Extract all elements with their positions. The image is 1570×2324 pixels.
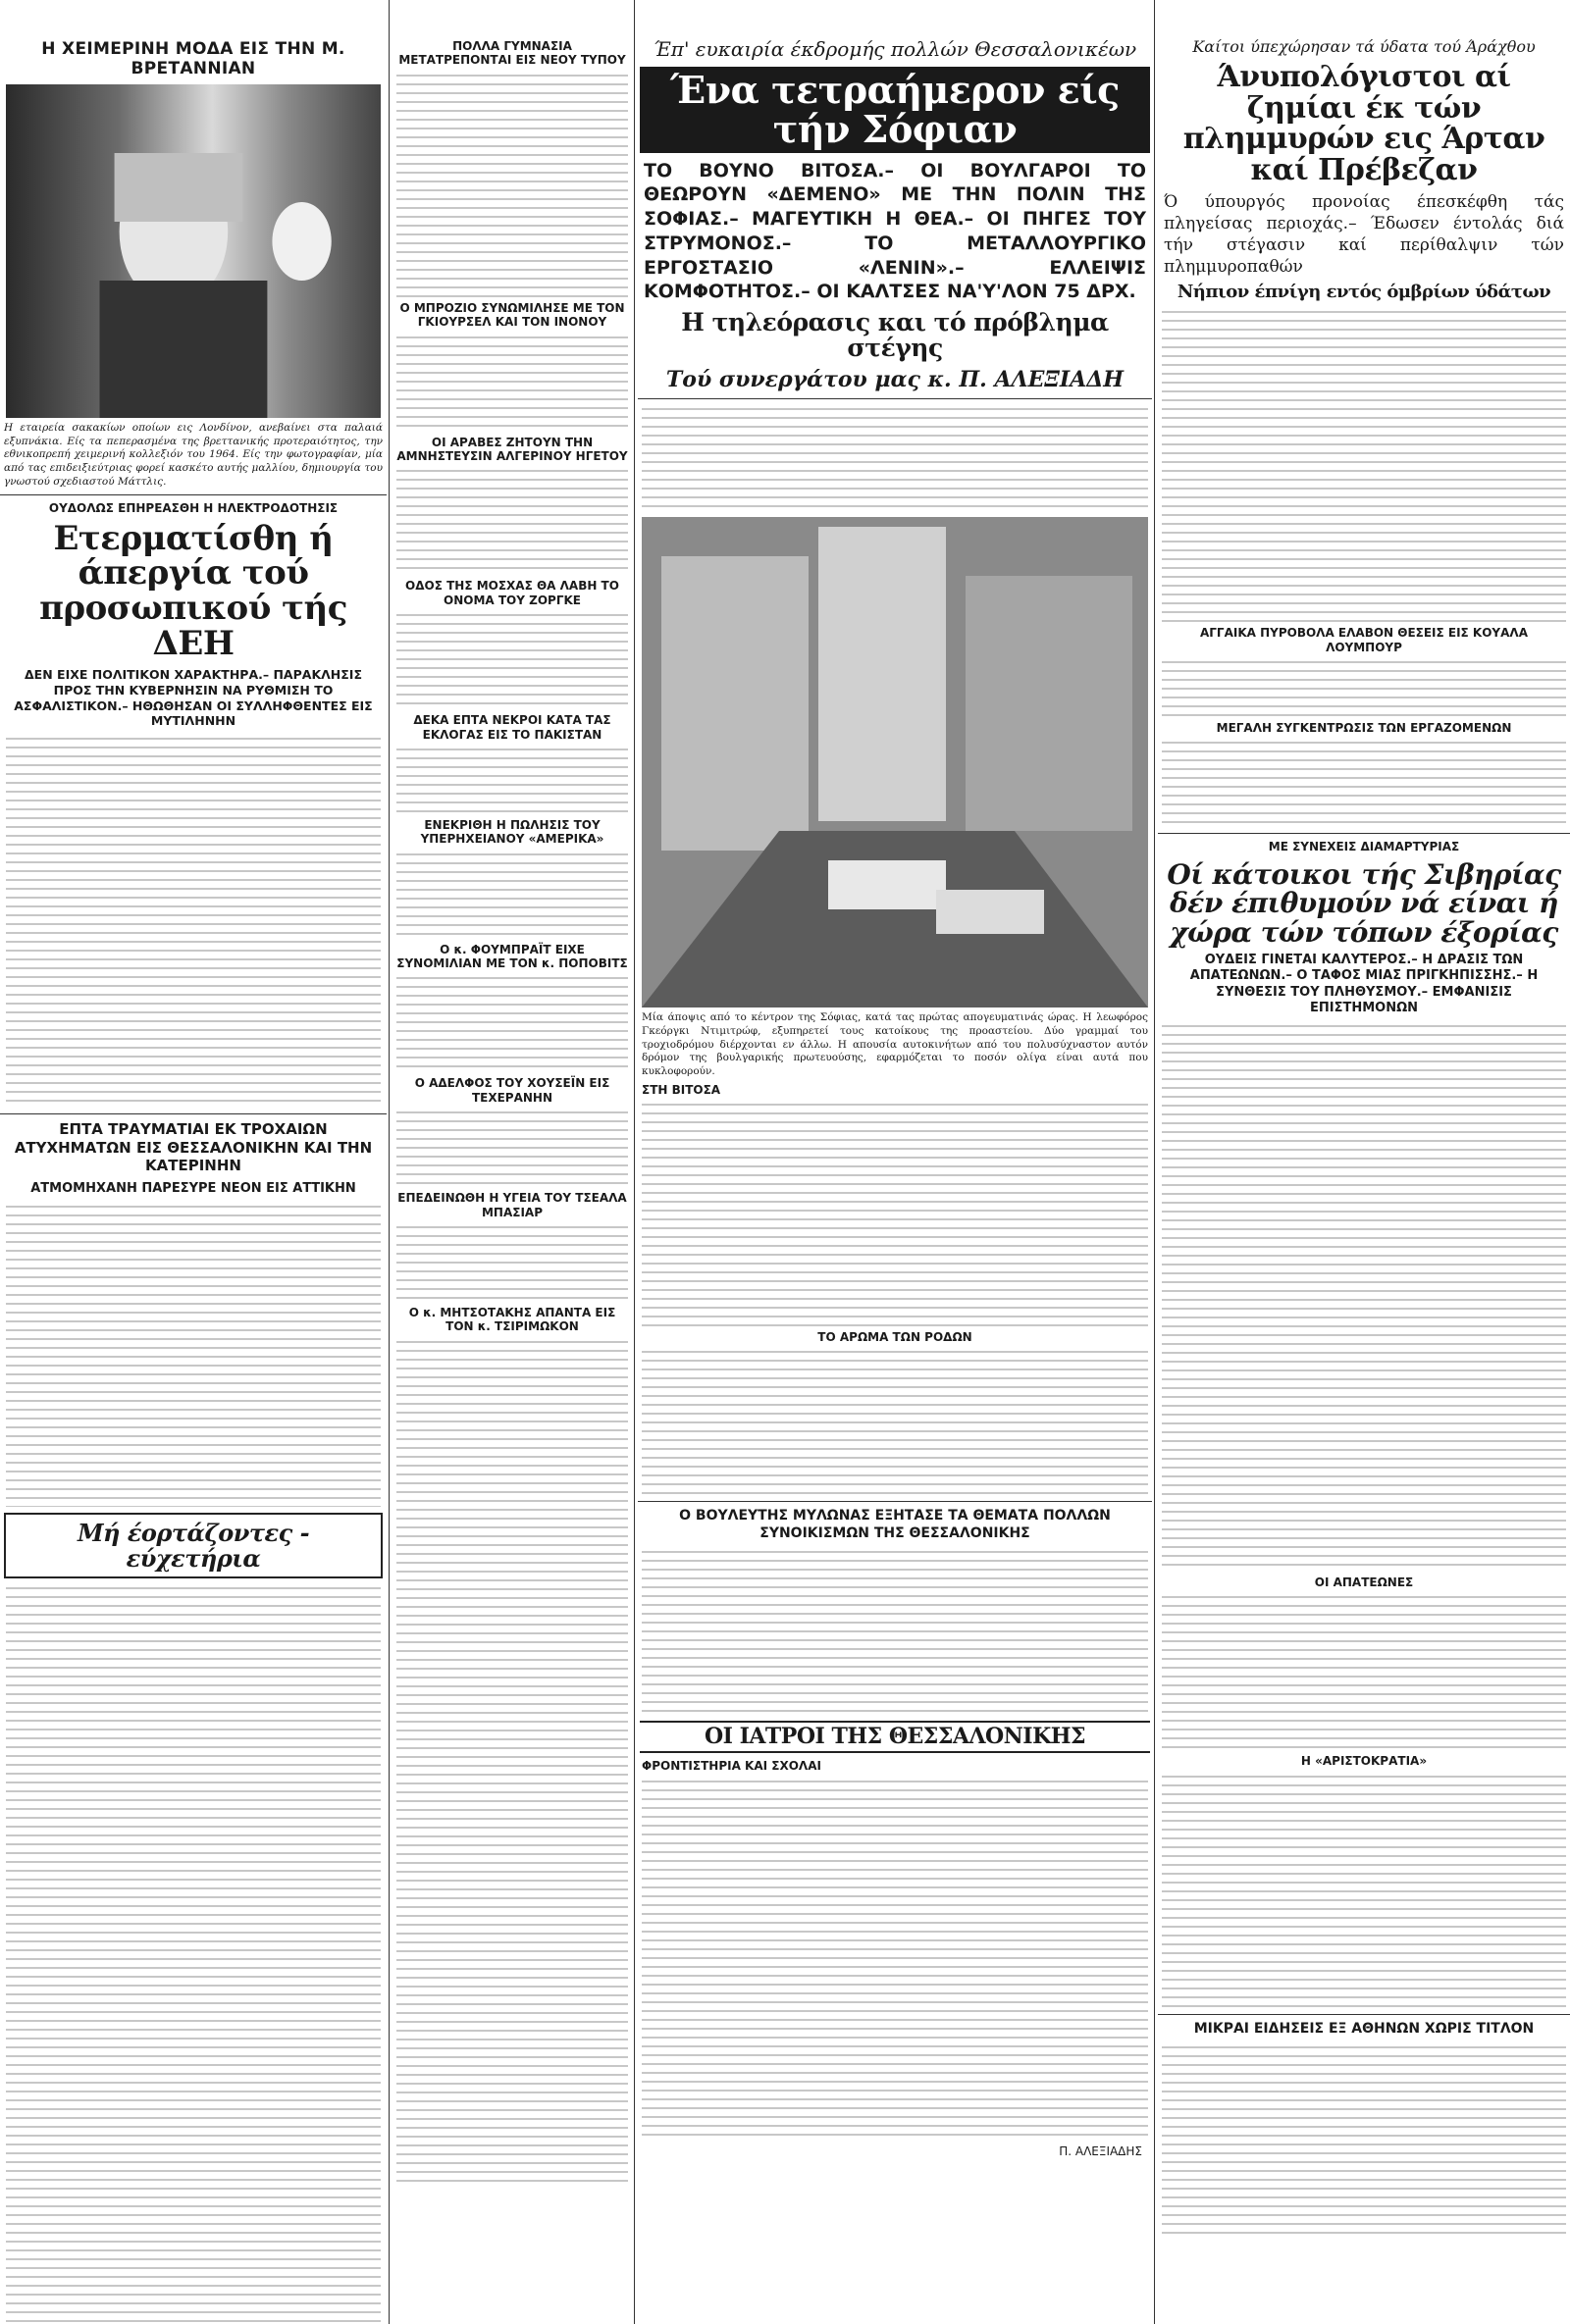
sofia-intro-text bbox=[642, 405, 1148, 513]
siberia-section-apateones: ΟΙ ΑΠΑΤΕΩΝΕΣ bbox=[1314, 1575, 1414, 1589]
greetings-body-text bbox=[6, 1584, 381, 2324]
sofia-street-photo bbox=[642, 517, 1148, 1007]
siberia-deck: ΟΥΔΕΙΣ ΓΙΝΕΤΑΙ ΚΑΛΥΤΕΡΟΣ.– Η ΔΡΑΣΙΣ ΤΩΝ ΑΠΑΤΕΩΝΩΝ.– Ο ΤΑΦΟΣ ΜΙΑΣ ΠΡΙΓΚΗΠΙΣΣΗΣ.– Η ΣΥΝΘΕΣΙΣ ΤΟΥ ΠΛΗΘΥΣΜΟΥ.– ΕΜΦΑΝΙΣΙΣ ΕΠΙΣΤΗΜΟΝΩΝ bbox=[1189, 953, 1539, 1015]
floods-kicker: Καίτοι ύπεχώρησαν τά ύδατα τού Άράχθου bbox=[1192, 37, 1536, 56]
sofia-body-text bbox=[642, 1101, 1148, 1326]
fashion-caption: Η εταιρεία σακακίων οποίων εις Λονδίνον, ανεβαίνει στα παλαιά εξυπνάκια. Είς τα πεπερασμένα της βρεττανικής προτεραιότητος, την εθνικοπρεπή χειμερινή κολλεξιόν του 1964. Είς την φωτογραφίαν, μία από τας επιδειξιεύτριας φορεί κασκέτο αυτής μαλλίου, δημιουργία του γνωστού σχεδιαστού Μάττλις. bbox=[4, 422, 383, 488]
brief-body bbox=[396, 974, 628, 1072]
divider bbox=[1158, 2014, 1570, 2015]
brief-headline-health: ΕΠΕΔΕΙΝΩΘΗ Η ΥΓΕΙΑ ΤΟΥ ΤΣΕΑΛΑ ΜΠΑΣΙΑΡ bbox=[397, 1191, 627, 1219]
fashion-model-image bbox=[6, 84, 381, 418]
doctors-headline: ΟΙ ΙΑΤΡΟΙ ΤΗΣ ΘΕΣΣΑΛΟΝΙΚΗΣ bbox=[640, 1721, 1150, 1753]
fashion-headline: Η ΧΕΙΜΕΡΙΝΗ ΜΟΔΑ ΕΙΣ ΤΗΝ Μ. ΒΡΕΤΑΝΝΙΑΝ bbox=[41, 39, 345, 78]
mylonas-body-text bbox=[642, 1548, 1148, 1715]
strike-kicker: ΟΥΔΟΛΩΣ ΕΠΗΡΕΑΣΘΗ Η ΗΛΕΚΤΡΟΔΟΤΗΣΙΣ bbox=[48, 501, 339, 516]
brief-body bbox=[396, 1223, 628, 1302]
article-signature: Π. ΑΛΕΞΙΑΔΗΣ bbox=[1059, 2143, 1142, 2158]
greetings-box bbox=[4, 1513, 383, 1577]
brief-body bbox=[396, 467, 628, 575]
accidents-body-text bbox=[6, 1203, 381, 1507]
fashion-photo bbox=[6, 84, 381, 418]
brief-headline-hussein: Ο ΑΔΕΛΦΟΣ ΤΟΥ ΧΟΥΣΕΪΝ ΕΙΣ ΤΕΧΕΡΑΝΗΝ bbox=[414, 1076, 610, 1105]
floods-deck: Ό ύπουργός προνοίας έπεσκέφθη τάς πληγείσας περιοχάς.– Έδωσεν έντολάς διά τήν στέγασιν καί περίθαλψιν τών πλημμυροπαθών bbox=[1164, 192, 1564, 278]
siberia-body-text bbox=[1162, 1773, 1566, 2008]
divider bbox=[0, 494, 387, 495]
brief-body bbox=[396, 851, 628, 939]
column-left bbox=[0, 0, 387, 2324]
accidents-subheadline: ΑΤΜΟΜΗΧΑΝΗ ΠΑΡΕΣΥΡΕ ΝΕΟΝ ΕΙΣ ΑΤΤΙΚΗΝ bbox=[30, 1181, 356, 1197]
tutoring-headline: ΦΡΟΝΤΙΣΤΗΡΙΑ ΚΑΙ ΣΧΟΛΑΙ bbox=[642, 1759, 821, 1774]
floods-subdeck: Νήπιον έπνίγη εντός όμβρίων ύδάτων bbox=[1177, 282, 1551, 303]
column-center bbox=[638, 0, 1152, 2324]
siberia-body-text bbox=[1162, 1022, 1566, 1572]
kuala-lumpur-headline: ΑΓΓΑΙΚΑ ΠΥΡΟΒΟΛΑ ΕΛΑΒΟΝ ΘΕΣΕΙΣ ΕΙΣ ΚΟΥΑΛΑ ΛΟΥΜΠΟΥΡ bbox=[1200, 626, 1528, 654]
brief-headline-brosio: Ο ΜΠΡΟΖΙΟ ΣΥΝΩΜΙΛΗΣΕ ΜΕ ΤΟΝ ΓΚΙΟΥΡΣΕΛ ΚΑΙ ΤΟΝ ΙΝΟΝΟΥ bbox=[399, 300, 625, 330]
sofia-headline: Ένα τετραήμερον είς τήν Σόφιαν bbox=[640, 67, 1150, 153]
brief-body bbox=[396, 334, 628, 432]
greetings-headline: Μή έορτάζοντες - εύχετήρια bbox=[77, 1519, 310, 1573]
workers-rally-headline: ΜΕΓΑΛΗ ΣΥΓΚΕΝΤΡΩΣΙΣ ΤΩΝ ΕΡΓΑΖΟΜΕΝΩΝ bbox=[1216, 721, 1512, 736]
column-briefs bbox=[392, 0, 632, 2324]
brief-headline-fulbright: Ο κ. ΦΟΥΜΠΡΑΪΤ ΕΙΧΕ ΣΥΝΟΜΙΛΙΑΝ ΜΕ ΤΟΝ κ. ΠΟΠΟΒΙΤΣ bbox=[396, 942, 628, 971]
column-rule bbox=[1154, 0, 1155, 2324]
column-rule bbox=[634, 0, 635, 2324]
siberia-body-text bbox=[1162, 1593, 1566, 1750]
sofia-section-vitosa: ΣΤΗ ΒΙΤΟΣΑ bbox=[642, 1082, 721, 1097]
siberia-headline: Οί κάτοικοι τής Σιβηρίας δέν έπιθυμούν νά είναι ή χώρα τών τόπων έξορίας bbox=[1167, 857, 1561, 949]
siberia-section-aristocratia: Η «ΑΡΙΣΤΟΚΡΑΤΙΑ» bbox=[1300, 1754, 1428, 1769]
brief-headline-moscow: ΟΔΟΣ ΤΗΣ ΜΟΣΧΑΣ ΘΑ ΛΑΒΗ ΤΟ ΟΝΟΜΑ ΤΟΥ ΖΟΡΓΚΕ bbox=[405, 579, 619, 607]
sofia-subheadline: Η τηλεόρασις και τό πρόβλημα στέγης bbox=[681, 307, 1109, 363]
brief-headline-america: ΕΝΕΚΡΙΘΗ Η ΠΩΛΗΣΙΣ ΤΟΥ ΥΠΕΡΗΧΕΙΑΝΟΥ «ΑΜΕΡΙΚΑ» bbox=[420, 817, 604, 847]
kuala-lumpur-body bbox=[1162, 658, 1566, 717]
athens-briefs-body bbox=[1162, 2043, 1566, 2240]
workers-rally-body bbox=[1162, 739, 1566, 827]
brief-headline-gymnasia: ΠΟΛΛΑ ΓΥΜΝΑΣΙΑ ΜΕΤΑΤΡΕΠΟΝΤΑΙ ΕΙΣ ΝΕΟΥ ΤΥΠΟΥ bbox=[398, 39, 626, 68]
sofia-body-text bbox=[642, 1348, 1148, 1495]
divider bbox=[638, 1501, 1152, 1502]
brief-body bbox=[396, 1338, 628, 2182]
strike-headline: Ετερματίσθη ή άπεργία τού προσωπικού τής ΔΕΗ bbox=[39, 518, 347, 663]
divider bbox=[0, 1113, 387, 1114]
column-rule bbox=[389, 0, 390, 2324]
floods-headline: Άνυπολόγιστοι αί ζημίαι έκ τών πλημμυρών εις Άρταν καί Πρέβεζαν bbox=[1182, 60, 1545, 187]
brief-headline-pakistan: ΔΕΚΑ ΕΠΤΑ ΝΕΚΡΟΙ ΚΑΤΑ ΤΑΣ ΕΚΛΟΓΑΣ ΕΙΣ ΤΟ ΠΑΚΙΣΤΑΝ bbox=[413, 713, 611, 742]
doctors-listings bbox=[642, 1778, 1148, 2141]
sofia-byline: Τού συνεργάτου μας κ. Π. ΑΛΕΞΙΑΔΗ bbox=[665, 367, 1125, 393]
mylonas-headline: Ο ΒΟΥΛΕΥΤΗΣ ΜΥΛΩΝΑΣ ΕΞΗΤΑΣΕ ΤΑ ΘΕΜΑΤΑ ΠΟΛΛΩΝ ΣΥΝΟΙΚΙΣΜΩΝ ΤΗΣ ΘΕΣΣΑΛΟΝΙΚΗΣ bbox=[679, 1508, 1111, 1541]
strike-deck: ΔΕΝ ΕΙΧΕ ΠΟΛΙΤΙΚΟΝ ΧΑΡΑΚΤΗΡΑ.– ΠΑΡΑΚΛΗΣΙΣ ΠΡΟΣ ΤΗΝ ΚΥΒΕΡΝΗΣΙΝ ΝΑ ΡΥΘΜΙΣΗ ΤΟ ΑΣΦΑΛΙΣΤΙΚΟΝ.– ΗΘΩΘΗΣΑΝ ΟΙ ΣΥΛΛΗΦΘΕΝΤΕΣ ΕΙΣ ΜΥΤΙΛΗΝΗΝ bbox=[14, 667, 373, 729]
brief-body bbox=[396, 746, 628, 814]
siberia-kicker: ΜΕ ΣΥΝΕΧΕΙΣ ΔΙΑΜΑΡΤΥΡΙΑΣ bbox=[1268, 840, 1460, 854]
divider bbox=[638, 398, 1152, 399]
sofia-photo-caption: Μία άποψις από το κέντρον της Σόφιας, κατά τας πρώτας απογευματινάς ώρας. Η λεωφόρος Γκεόργκι Ντιμιτρώφ, εξυπηρετεί τους κατοίκους της προαστείου. Δύο γραμμαί του τροχιοδρόμου διέρχονται εν άλλω. Η απουσία αυτοκινήτων από του πολυσύχναστον αυτόν δρόμον της βουλγαρικής πρωτευούσης, εφαρμόζεται το ποσόν ολίγα είναι αυτά που κυκλοφορούν. bbox=[642, 1011, 1148, 1077]
strike-body-text bbox=[6, 735, 381, 1108]
accidents-headline: ΕΠΤΑ ΤΡΑΥΜΑΤΙΑΙ ΕΚ ΤΡΟΧΑΙΩΝ ΑΤΥΧΗΜΑΤΩΝ ΕΙΣ ΘΕΣΣΑΛΟΝΙΚΗΝ ΚΑΙ ΤΗΝ ΚΑΤΕΡΙΝΗΝ bbox=[14, 1119, 373, 1175]
sofia-section-roses: ΤΟ ΑΡΩΜΑ ΤΩΝ ΡΟΔΩΝ bbox=[817, 1330, 972, 1344]
brief-body bbox=[396, 72, 628, 297]
brief-body bbox=[396, 611, 628, 709]
column-right bbox=[1158, 0, 1570, 2324]
divider bbox=[1158, 833, 1570, 834]
brief-headline-arabs: ΟΙ ΑΡΑΒΕΣ ΖΗΤΟΥΝ ΤΗΝ ΑΜΝΗΣΤΕΥΣΙΝ ΑΛΓΕΡΙΝΟΥ ΗΓΕΤΟΥ bbox=[396, 435, 628, 463]
floods-body-text bbox=[1162, 308, 1566, 622]
brief-headline-mitsotakis: Ο κ. ΜΗΤΣΟΤΑΚΗΣ ΑΠΑΝΤΑ ΕΙΣ ΤΟΝ κ. ΤΣΙΡΙΜΩΚΟΝ bbox=[408, 1306, 616, 1334]
sofia-deck: ΤΟ ΒΟΥΝΟ ΒΙΤΟΣΑ.– ΟΙ ΒΟΥΛΓΑΡΟΙ ΤΟ ΘΕΩΡΟΥΝ «ΔΕΜΕΝΟ» ΜΕ ΤΗΝ ΠΟΛΙΝ ΤΗΣ ΣΟΦΙΑΣ.– ΜΑΓΕΥΤΙΚΗ Η ΘΕΑ.– ΟΙ ΠΗΓΕΣ ΤΟΥ ΣΤΡΥΜΟΝΟΣ.– ΤΟ ΜΕΤΑΛΛΟΥΡΓΙΚΟ ΕΡΓΟΣΤΑΣΙΟ «ΛΕΝΙΝ».– ΕΛΛΕΙΨΙΣ ΚΟΜΦΟΤΗΤΟΣ.– ΟΙ ΚΑΛΤΣΕΣ ΝΑ'Υ'ΛΟΝ 75 ΔΡΧ. bbox=[644, 159, 1146, 303]
athens-briefs-headline: ΜΙΚΡΑΙ ΕΙΔΗΣΕΙΣ ΕΞ ΑΘΗΝΩΝ ΧΩΡΙΣ ΤΙΤΛΟΝ bbox=[1193, 2020, 1535, 2037]
sofia-kicker: Έπ' ευκαιρία έκδρομής πολλών Θεσσαλονικέων bbox=[653, 37, 1137, 61]
sofia-street-image bbox=[642, 517, 1148, 1007]
brief-body bbox=[396, 1109, 628, 1187]
